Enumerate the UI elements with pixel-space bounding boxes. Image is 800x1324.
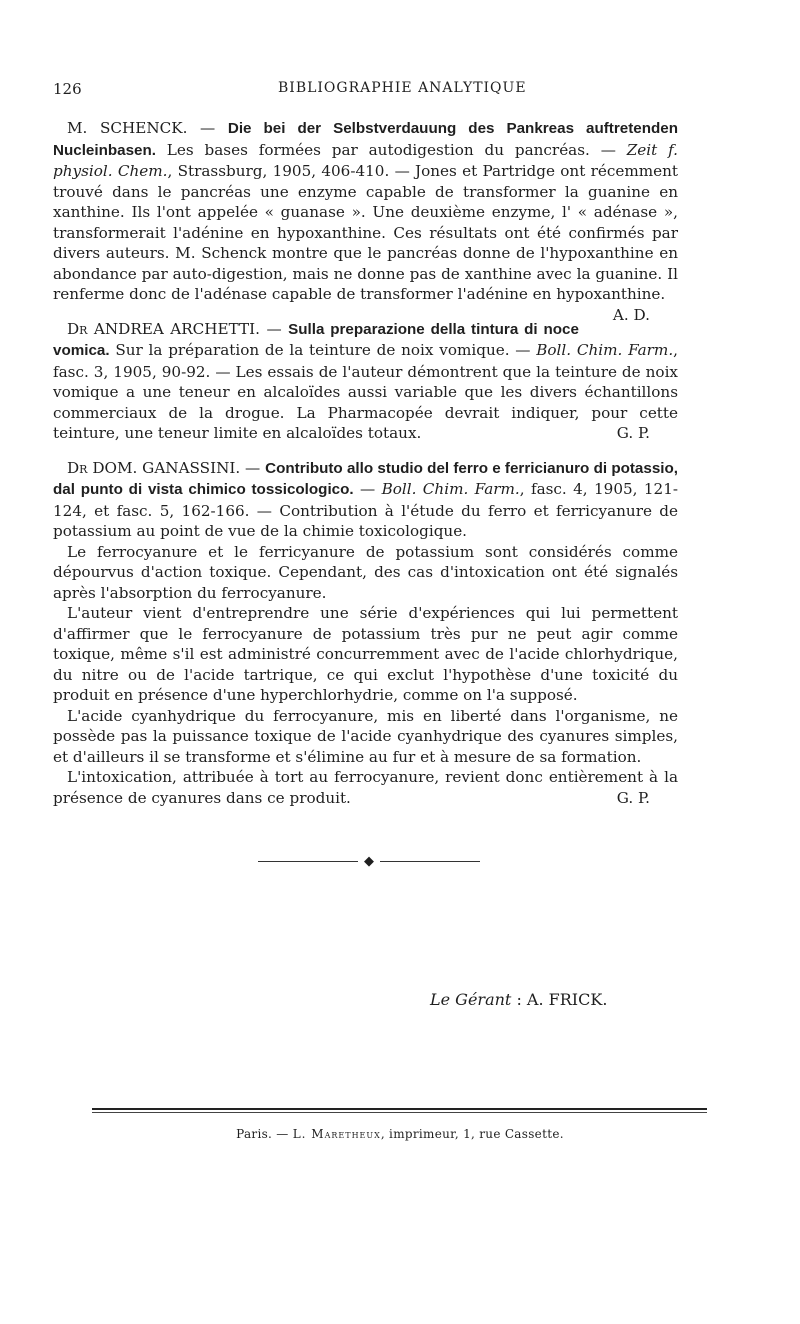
entry-title: Die bei der Selbstverdauung des Pankreas auftretenden Nucleinbasen. (53, 120, 678, 159)
abstract-paragraph: L'acide cyanhydrique du ferrocyanure, mis en liberté dans l'organisme, ne possède pas la puissance toxique de l'acide cyanhydrique des cyanures simples, et d'ailleurs il se transforme et s'élimine au fur et à mesure de sa formation. (53, 706, 678, 766)
printer-name: L. Maretheux (292, 1127, 381, 1141)
printer-city: Paris. — (236, 1127, 293, 1141)
page-number: 126 (53, 80, 82, 98)
entry-text: , fasc. 3, 1905, 90-92. — Les essais de l'auteur démontrent que la teinture de noix vomique a une teneur en alcaloïdes aussi variable que les divers échantillons commerciaux de la drogue. La Pharmacopée devrait indiquer, pour cette teinture, une teneur limite en alcaloïdes totaux. (53, 341, 678, 442)
abstract-entry (53, 319, 678, 444)
entry-reference: Boll. Chim. Farm. (536, 341, 674, 359)
entry-text: Les bases formées par autodigestion du pancréas. — (155, 140, 627, 159)
entry-dash: — (240, 458, 266, 477)
abstract-paragraph (53, 767, 678, 808)
ornament-line-left (258, 861, 358, 862)
entry-signature: G. P. (616, 788, 650, 807)
entry-text: Sur la préparation de la teinture de noix vomique. — (109, 341, 537, 359)
ornament-line-right (380, 861, 480, 862)
gerant-name: A. FRICK. (526, 990, 608, 1009)
entry-text: , fasc. 4, 1905, 121-124, et fasc. 5, 162-166. — Contribution à l'étude du ferro et ferricyanure de potassium au point de vue de la chimie toxicologique. (53, 480, 678, 540)
entry-signature: A. D. (612, 305, 650, 324)
entry-author: Dr ANDREA ARCHETTI. (67, 319, 260, 338)
abstract-paragraph (53, 118, 678, 324)
page-header (53, 80, 683, 104)
abstract-paragraph: L'auteur vient d'entreprendre une série d'expériences qui lui permettent d'affirmer que le ferrocyanure de potassium très pur ne peut agir comme toxique, même s'il est administré concurremment avec de l'acide chlorhydrique, du nitre ou de l'acide tartrique, ce qui exclut l'hypothèse d'une toxicité du produit en présence d'une hyperchlorhydrie, comme on l'a supposé. (53, 604, 678, 704)
abstract-paragraph: Le ferrocyanure et le ferricyanure de potassium sont considérés comme dépourvus d'action toxique. Cependant, des cas d'intoxication ont été signalés après l'absorption du ferrocyanure. (53, 542, 678, 602)
gerant-line (430, 990, 607, 1009)
abstract-entry (53, 118, 678, 324)
page-body (53, 118, 678, 822)
printer-imprint (0, 1127, 800, 1141)
entry-author: M. SCHENCK. (67, 119, 188, 137)
footer-rule-thick (92, 1108, 707, 1110)
diamond-icon: ◆ (364, 854, 374, 869)
gerant-label: Le Gérant (430, 990, 512, 1009)
section-ornament (258, 855, 480, 869)
entry-text: , Strassburg, 1905, 406-410. — Jones et Partridge ont récemment trouvé dans le pancréas une enzyme capable de transformer la guanine en xanthine. Ils l'ont appelée « guanase ». Une deuxième enzyme, l' « adénase », transformerait l'adénine en hypoxanthine. Ces résultats ont été confirmés par divers auteurs. M. Schenck montre que le pancréas donne de l'hypoxanthine en abondance par auto-digestion, mais ne donne pas de xanthine avec la guanine. Il renferme donc de l'adénase capable de transformer l'adénine en hypoxanthine. (53, 162, 678, 303)
running-title: BIBLIOGRAPHIE ANALYTIQUE (278, 80, 527, 96)
abstract-paragraph (53, 319, 678, 444)
entry-reference: Zeit f. physiol. Chem. (53, 140, 678, 180)
footer-rule-thin (92, 1112, 707, 1113)
entry-signature: G. P. (616, 424, 650, 442)
entry-dash: — (260, 319, 289, 338)
entry-title: Contributo allo studio del ferro e ferricianuro di potassio, dal punto di vista chimico tossicologico. (53, 459, 678, 498)
entry-title: Sulla preparazione della tintura di noce vomica. (53, 320, 579, 359)
abstract-paragraph (53, 458, 678, 542)
gerant-colon: : (511, 990, 527, 1009)
entry-dash: — (187, 119, 228, 137)
entry-author: Dr DOM. GANASSINI. (67, 458, 241, 477)
entry-text: L'intoxication, attribuée à tort au ferrocyanure, revient donc entièrement à la présence de cyanures dans ce produit. (53, 768, 678, 807)
entry-reference: Boll. Chim. Farm. (381, 480, 520, 498)
printer-address: , imprimeur, 1, rue Cassette. (380, 1127, 564, 1141)
abstract-entry (53, 458, 678, 809)
entry-text: — (353, 480, 382, 498)
